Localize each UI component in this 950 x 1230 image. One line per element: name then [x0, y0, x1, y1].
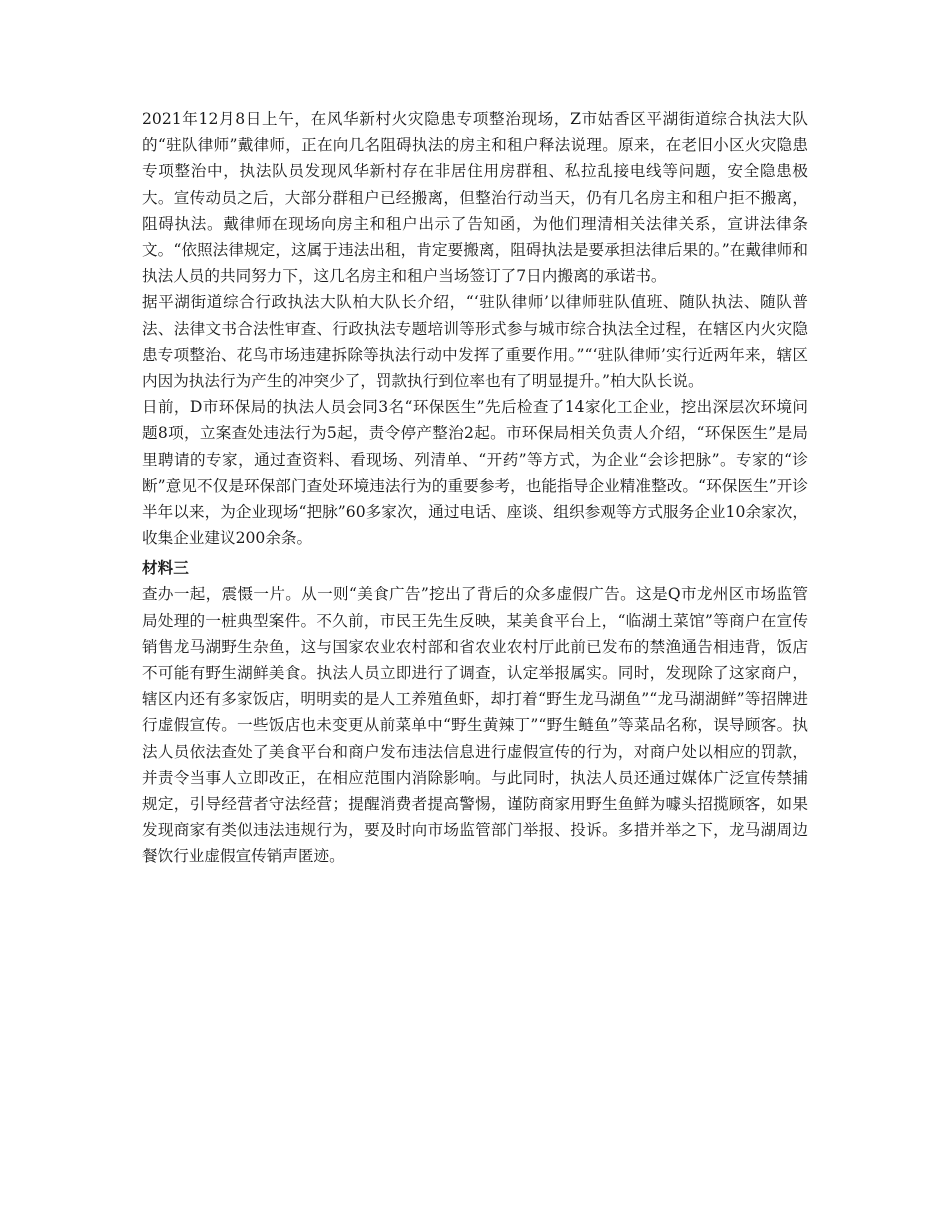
paragraph-captain-quote: 据平湖街道综合行政执法大队柏大队长介绍，“‘驻队律师’以律师驻队值班、随队执法、随队普法、法律文书合法性审查、行政执法专题培训等形式参与城市综合执法全过程，在辖区内火灾隐患专项整治、花鸟市场违建拆除等执法行动中发挥了重要作用。”“‘驻队律师’实行近两年来，辖区内因为执法行为产生的冲突少了，罚款执行到位率也有了明显提升。”柏大队长说。: [142, 293, 808, 391]
section-heading-material-three: 材料三: [142, 559, 189, 578]
paragraph-false-advertising-case: 查办一起，震慑一片。从一则“美食广告”挖出了背后的众多虚假广告。这是Q市龙州区市场监管局处理的一桩典型案件。不久前，市民王先生反映，某美食平台上，“临湖土菜馆”等商户在宣传销售龙马湖野生杂鱼，这与国家农业农村部和省农业农村厅此前已发布的禁渔通告相违背，饭店不可能有野生湖鲜美食。执法人员立即进行了调查，认定举报属实。同时，发现除了这家商户，辖区内还有多家饭店，明明卖的是人工养殖鱼虾，却打着“野生龙马湖鱼”“龙马湖湖鲜”等招牌进行虚假宣传。一些饭店也未变更从前菜单中“野生黄辣丁”“野生鲢鱼”等菜品名称，误导顾客。执法人员依法查处了美食平台和商户发布违法信息进行虚假宣传的行为，对商户处以相应的罚款，并责令当事人立即改正，在相应范围内消除影响。与此同时，执法人员还通过媒体广泛宣传禁捕规定，引导经营者守法经营；提醒消费者提高警惕，谨防商家用野生鱼鲜为噱头招揽顾客，如果发现商家有类似违法违规行为，要及时向市场监管部门举报、投诉。多措并举之下，龙马湖周边餐饮行业虚假宣传销声匿迹。: [142, 585, 808, 866]
document-page: [142, 106, 808, 870]
paragraph-environment-doctor: 日前，D市环保局的执法人员会同3名“环保医生”先后检查了14家化工企业，挖出深层次环境问题8项，立案查处违法行为5起，责令停产整治2起。市环保局相关负责人介绍，“环保医生”是局里聘请的专家，通过查资料、看现场、列清单、“开药”等方式，为企业“会诊把脉”。专家的“诊断”意见不仅是环保部门查处环境违法行为的重要参考，也能指导企业精准整改。“环保医生”开诊半年以来，为企业现场“把脉”60多家次，通过电话、座谈、组织参观等方式服务企业10余家次，收集企业建议200余条。: [142, 398, 808, 548]
paragraph-lawyer-on-site: 2021年12月8日上午，在风华新村火灾隐患专项整治现场，Z市姑香区平湖街道综合执法大队的“驻队律师”戴律师，正在向几名阻碍执法的房主和租户释法说理。原来，在老旧小区火灾隐患专项整治中，执法队员发现风华新村存在非居住用房群租、私拉乱接电线等问题，安全隐患极大。宣传动员之后，大部分群租户已经搬离，但整治行动当天，仍有几名房主和租户拒不搬离，阻碍执法。戴律师在现场向房主和租户出示了告知函，为他们理清相关法律关系，宣讲法律条文。“依照法律规定，这属于违法出租，肯定要搬离，阻碍执法是要承担法律后果的。”在戴律师和执法人员的共同努力下，这几名房主和租户当场签订了7日内搬离的承诺书。: [142, 110, 808, 286]
